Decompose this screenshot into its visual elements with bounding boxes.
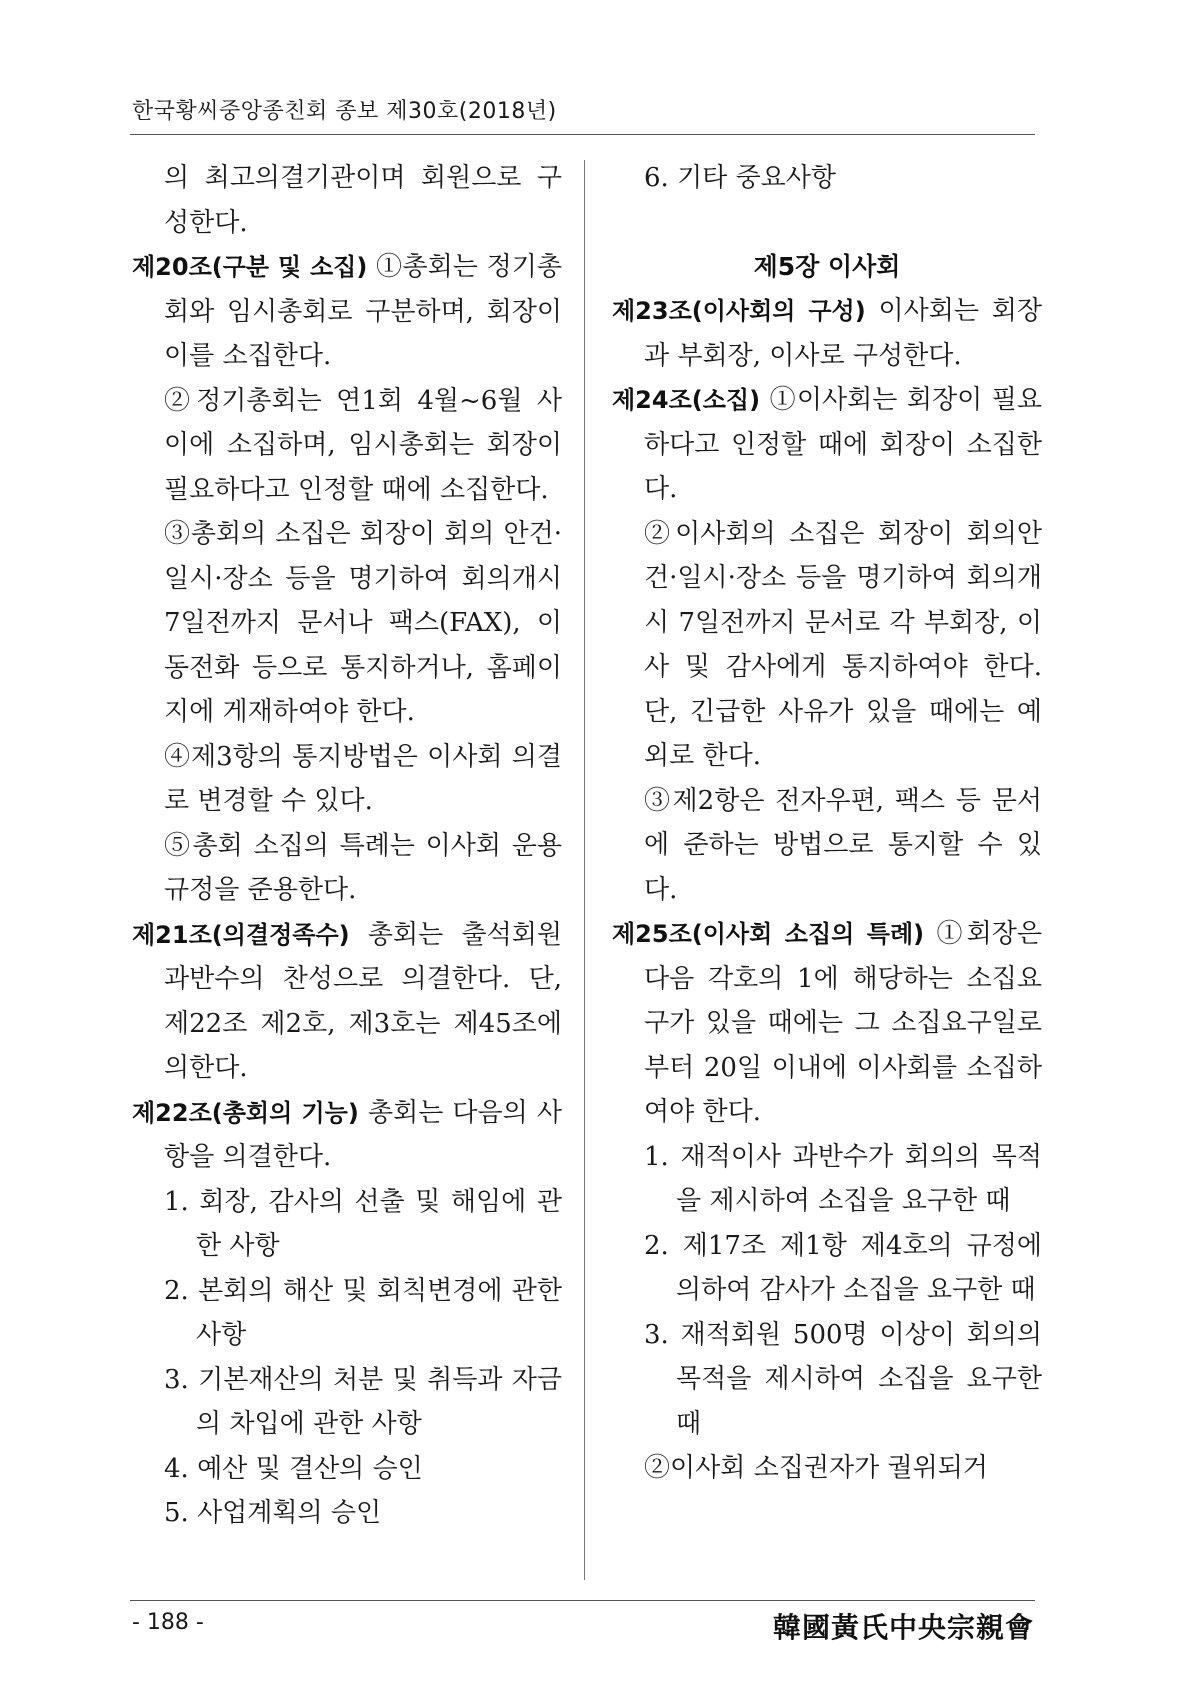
chapter-heading: 제5장 이사회: [753, 251, 901, 281]
article-21: [132, 913, 562, 1091]
article-22-item-6: 6. 기타 중요사항: [644, 163, 837, 193]
article-25-item-2: 2. 제17조 제1항 제4호의 규정에 의하여 감사가 소집을 요구한 때: [644, 1230, 1042, 1305]
header-rule: [130, 134, 1035, 135]
footer-rule: [130, 1600, 1035, 1601]
article-25: [612, 912, 1042, 1135]
article-24-clause-3: ③제2항은 전자우편, 팩스 등 문서에 준하는 방법으로 통지할 수 있다.: [644, 785, 1042, 905]
column-divider: [584, 160, 585, 1580]
article-20-body: ①총회는 정기총회와 임시총회로 구분하며, 회장이 이를 소집한다.: [164, 252, 562, 371]
article-22-item-1: 1. 회장, 감사의 선출 및 해임에 관한 사항: [164, 1186, 562, 1261]
article-23: [612, 289, 1042, 378]
paragraph-continuation: 의 최고의결기관이며 회원으로 구성한다.: [164, 163, 562, 238]
article-22-item-4: 4. 예산 및 결산의 승인: [164, 1453, 423, 1484]
article-21-body: 총회는 출석회원 과반수의 찬성으로 의결한다. 단, 제22조 제2호, 제3호는 제45조에 의한다.: [164, 919, 562, 1083]
article-22: [132, 1091, 562, 1180]
right-column: [612, 156, 1042, 1491]
article-24: [612, 378, 1042, 512]
article-25-heading: 제25조(이사회 소집의 특례): [612, 920, 925, 948]
organization-name: 韓國黃氏中央宗親會: [772, 1611, 1034, 1644]
page-header-title: 한국황씨중앙종친회 종보 제30호(2018년): [132, 99, 557, 124]
article-22-item-2: 2. 본회의 해산 및 회칙변경에 관한 사항: [164, 1275, 562, 1350]
page-number: - 188 -: [132, 1610, 204, 1635]
article-20-clause-4: ④제3항의 통지방법은 이사회 의결로 변경할 수 있다.: [164, 741, 562, 816]
article-20-clause-2: ②정기총회는 연1회 4월~6월 사이에 소집하며, 임시총회는 회장이 필요하다고 인정할 때에 소집한다.: [164, 385, 562, 505]
article-22-body: 총회는 다음의 사항을 의결한다.: [164, 1097, 563, 1172]
article-20: [132, 245, 562, 379]
article-21-heading: 제21조(의결정족수): [132, 920, 350, 949]
article-25-clause-2: ②이사회 소집권자가 궐위되거: [644, 1453, 988, 1483]
article-22-item-3: 3. 기본재산의 처분 및 취득과 자금의 차입에 관한 사항: [164, 1364, 562, 1439]
article-23-heading: 제23조(이사회의 구성): [612, 297, 866, 325]
article-22-heading: 제22조(총회의 기능): [132, 1098, 359, 1127]
article-20-heading: 제20조(구분 및 소집): [132, 253, 368, 281]
article-25-body: ①회장은 다음 각호의 1에 해당하는 소집요구가 있을 때에는 그 소집요구일로부터 20일 이내에 이사회를 소집하여야 한다.: [644, 919, 1042, 1127]
article-24-heading: 제24조(소집): [612, 386, 761, 414]
article-24-clause-2: ②이사회의 소집은 회장이 회의안건·일시·장소 등을 명기하여 회의개시 7일전까지 문서로 각 부회장, 이사 및 감사에게 통지하여야 한다. 단, 긴급한 사유가 있을 때에는 예외로 한다.: [644, 518, 1042, 771]
article-20-clause-3: ③총회의 소집은 회장이 회의 안건·일시·장소 등을 명기하여 회의개시 7일전까지 문서나 팩스(FAX), 이동전화 등으로 통지하거나, 홈페이지에 게재하여야 한다.: [164, 519, 562, 727]
article-23-body: 이사회는 회장과 부회장, 이사로 구성한다.: [644, 296, 1042, 371]
article-25-item-1: 1. 재적이사 과반수가 회의의 목적을 제시하여 소집을 요구한 때: [644, 1141, 1042, 1216]
article-24-body: ①이사회는 회장이 필요하다고 인정할 때에 회장이 소집한다.: [644, 385, 1042, 504]
article-20-clause-5: ⑤총회 소집의 특례는 이사회 운용규정을 준용한다.: [164, 830, 562, 905]
article-22-item-5: 5. 사업계획의 승인: [164, 1498, 382, 1528]
article-25-item-3: 3. 재적회원 500명 이상이 회의의 목적을 제시하여 소집을 요구한 때: [644, 1319, 1042, 1439]
left-column: [132, 156, 562, 1536]
